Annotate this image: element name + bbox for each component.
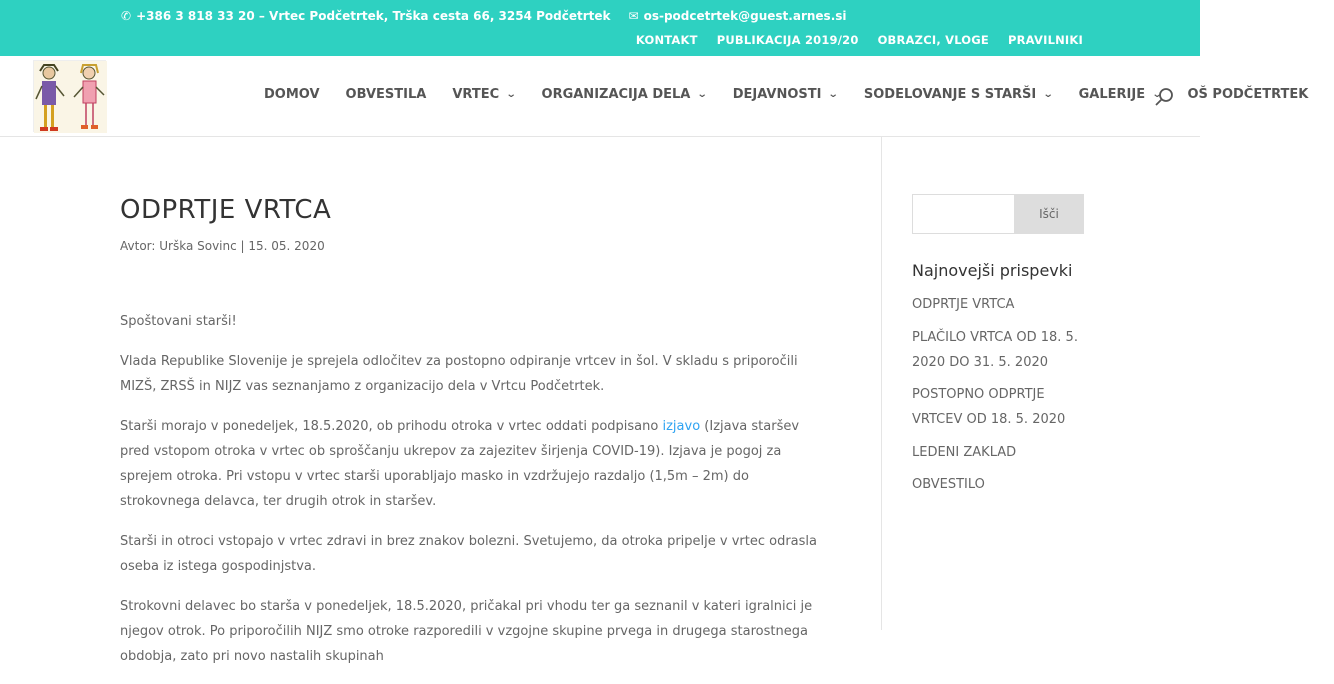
post-body xyxy=(120,309,830,684)
post-paragraph xyxy=(120,414,830,514)
nav-label[interactable]: OBVESTILA xyxy=(345,87,427,102)
chevron-down-icon: ⌄ xyxy=(828,89,840,100)
phone-info xyxy=(121,9,611,23)
recent-posts-title: Najnovejši prispevki xyxy=(912,261,1073,280)
chevron-down-icon: ⌄ xyxy=(697,89,708,100)
nav-item-os-podcetrtek[interactable] xyxy=(1187,87,1308,102)
nav-item-dejavnosti[interactable] xyxy=(733,87,838,102)
paragraph-text: Starši morajo v ponedeljek, 18.5.2020, ob prihodu otroka v vrtec oddati podpisano xyxy=(120,419,663,434)
site-logo[interactable] xyxy=(33,60,106,132)
paragraph-text: (Izjava staršev pred vstopom otroka v vrtec ob sproščanju ukrepov za zajezitev širjenja COVID-19). Izjava je pogoj za sprejem otroka. Pri vstopu v vrtec starši uporabljajo masko in vzdržujejo razdaljo (1,5m – 2m) do strokovnega delavca, ter drugih otrok in staršev. xyxy=(120,419,800,509)
email-text[interactable]: os-podcetrtek@guest.arnes.si xyxy=(643,9,847,23)
sidebar-search-button[interactable]: Išči xyxy=(1014,194,1084,234)
top-bar xyxy=(0,0,1200,56)
main-header xyxy=(0,56,1309,137)
secondary-nav xyxy=(636,33,1083,47)
recent-posts-list xyxy=(912,292,1087,505)
recent-post-link[interactable]: POSTOPNO ODPRTJE VRTCEV OD 18. 5. 2020 xyxy=(912,387,1066,427)
sidebar-search-input[interactable] xyxy=(912,194,1014,234)
nav-label[interactable]: GALERIJE xyxy=(1078,87,1146,102)
chevron-down-icon: ⌄ xyxy=(1042,89,1054,100)
chevron-down-icon: ⌄ xyxy=(505,89,517,100)
post-paragraph: Vlada Republike Slovenije je sprejela odločitev za postopno odpiranje vrtcev in šol. V skladu s priporočili MIZŠ, ZRSŠ in NIJZ vas seznanjamo z organizacijo dela v Vrtcu Podčetrtek. xyxy=(120,354,798,394)
search-icon[interactable] xyxy=(1151,87,1174,107)
nav-item-domov[interactable] xyxy=(264,87,320,102)
sidebar-divider xyxy=(881,137,882,630)
nav-label[interactable]: DOMOV xyxy=(264,87,320,102)
recent-post-link[interactable]: OBVESTILO xyxy=(912,477,985,492)
phone-text: +386 3 818 33 20 – Vrtec Podčetrtek, Trška cesta 66, 3254 Podčetrtek xyxy=(136,9,611,23)
envelope-icon: ✉ xyxy=(628,9,639,23)
nav-item-galerije[interactable] xyxy=(1079,87,1162,102)
sec-nav-obrazci[interactable]: OBRAZCI, VLOGE xyxy=(877,33,989,47)
izjava-link[interactable]: izjavo xyxy=(662,419,701,434)
post-paragraph: Strokovni delavec bo starša v ponedeljek, 18.5.2020, pričakal pri vhodu ter ga seznanil v kateri igralnici je njegov otrok. Po priporočilih NIJZ smo otroke razporedili v vzgojne skupine prvega in drugega starostnega obdobja, zato pri novo nastalih skupinah xyxy=(120,599,813,664)
nav-label[interactable]: ORGANIZACIJA DELA xyxy=(541,87,691,102)
post-paragraph: Starši in otroci vstopajo v vrtec zdravi in brez znakov bolezni. Svetujemo, da otroka pripelje v vrtec odrasla oseba iz istega gospodinjstva. xyxy=(120,534,817,574)
post-title: ODPRTJE VRTCA xyxy=(120,195,332,225)
chevron-down-icon: ⌄ xyxy=(1151,89,1163,100)
recent-post-link[interactable]: LEDENI ZAKLAD xyxy=(912,444,1017,460)
nav-label[interactable]: OŠ PODČETRTEK xyxy=(1187,87,1309,102)
logo-drawing xyxy=(34,61,107,133)
nav-label[interactable]: VRTEC xyxy=(452,87,500,102)
recent-post-link[interactable]: ODPRTJE VRTCA xyxy=(912,297,1015,312)
nav-item-organizacija-dela[interactable] xyxy=(542,87,707,102)
post-meta: Avtor: Urška Sovinc | 15. 05. 2020 xyxy=(120,239,325,253)
recent-post-link[interactable]: PLAČILO VRTCA OD 18. 5. 2020 DO 31. 5. 2020 xyxy=(912,329,1078,370)
sec-nav-pravilniki[interactable]: PRAVILNIKI xyxy=(1007,33,1083,47)
nav-label[interactable]: SODELOVANJE S STARŠI xyxy=(863,87,1037,102)
nav-item-obvestila[interactable] xyxy=(346,87,427,102)
contact-info xyxy=(121,9,847,23)
sec-nav-publikacija[interactable]: PUBLIKACIJA 2019/20 xyxy=(716,33,859,47)
nav-label[interactable]: DEJAVNOSTI xyxy=(732,87,822,102)
phone-icon: ✆ xyxy=(121,9,132,23)
sec-nav-kontakt[interactable]: KONTAKT xyxy=(635,33,698,47)
email-info[interactable] xyxy=(629,9,847,23)
nav-item-sodelovanje[interactable] xyxy=(864,87,1053,102)
post-paragraph: Spoštovani starši! xyxy=(120,314,237,329)
nav-item-vrtec[interactable] xyxy=(452,87,515,102)
